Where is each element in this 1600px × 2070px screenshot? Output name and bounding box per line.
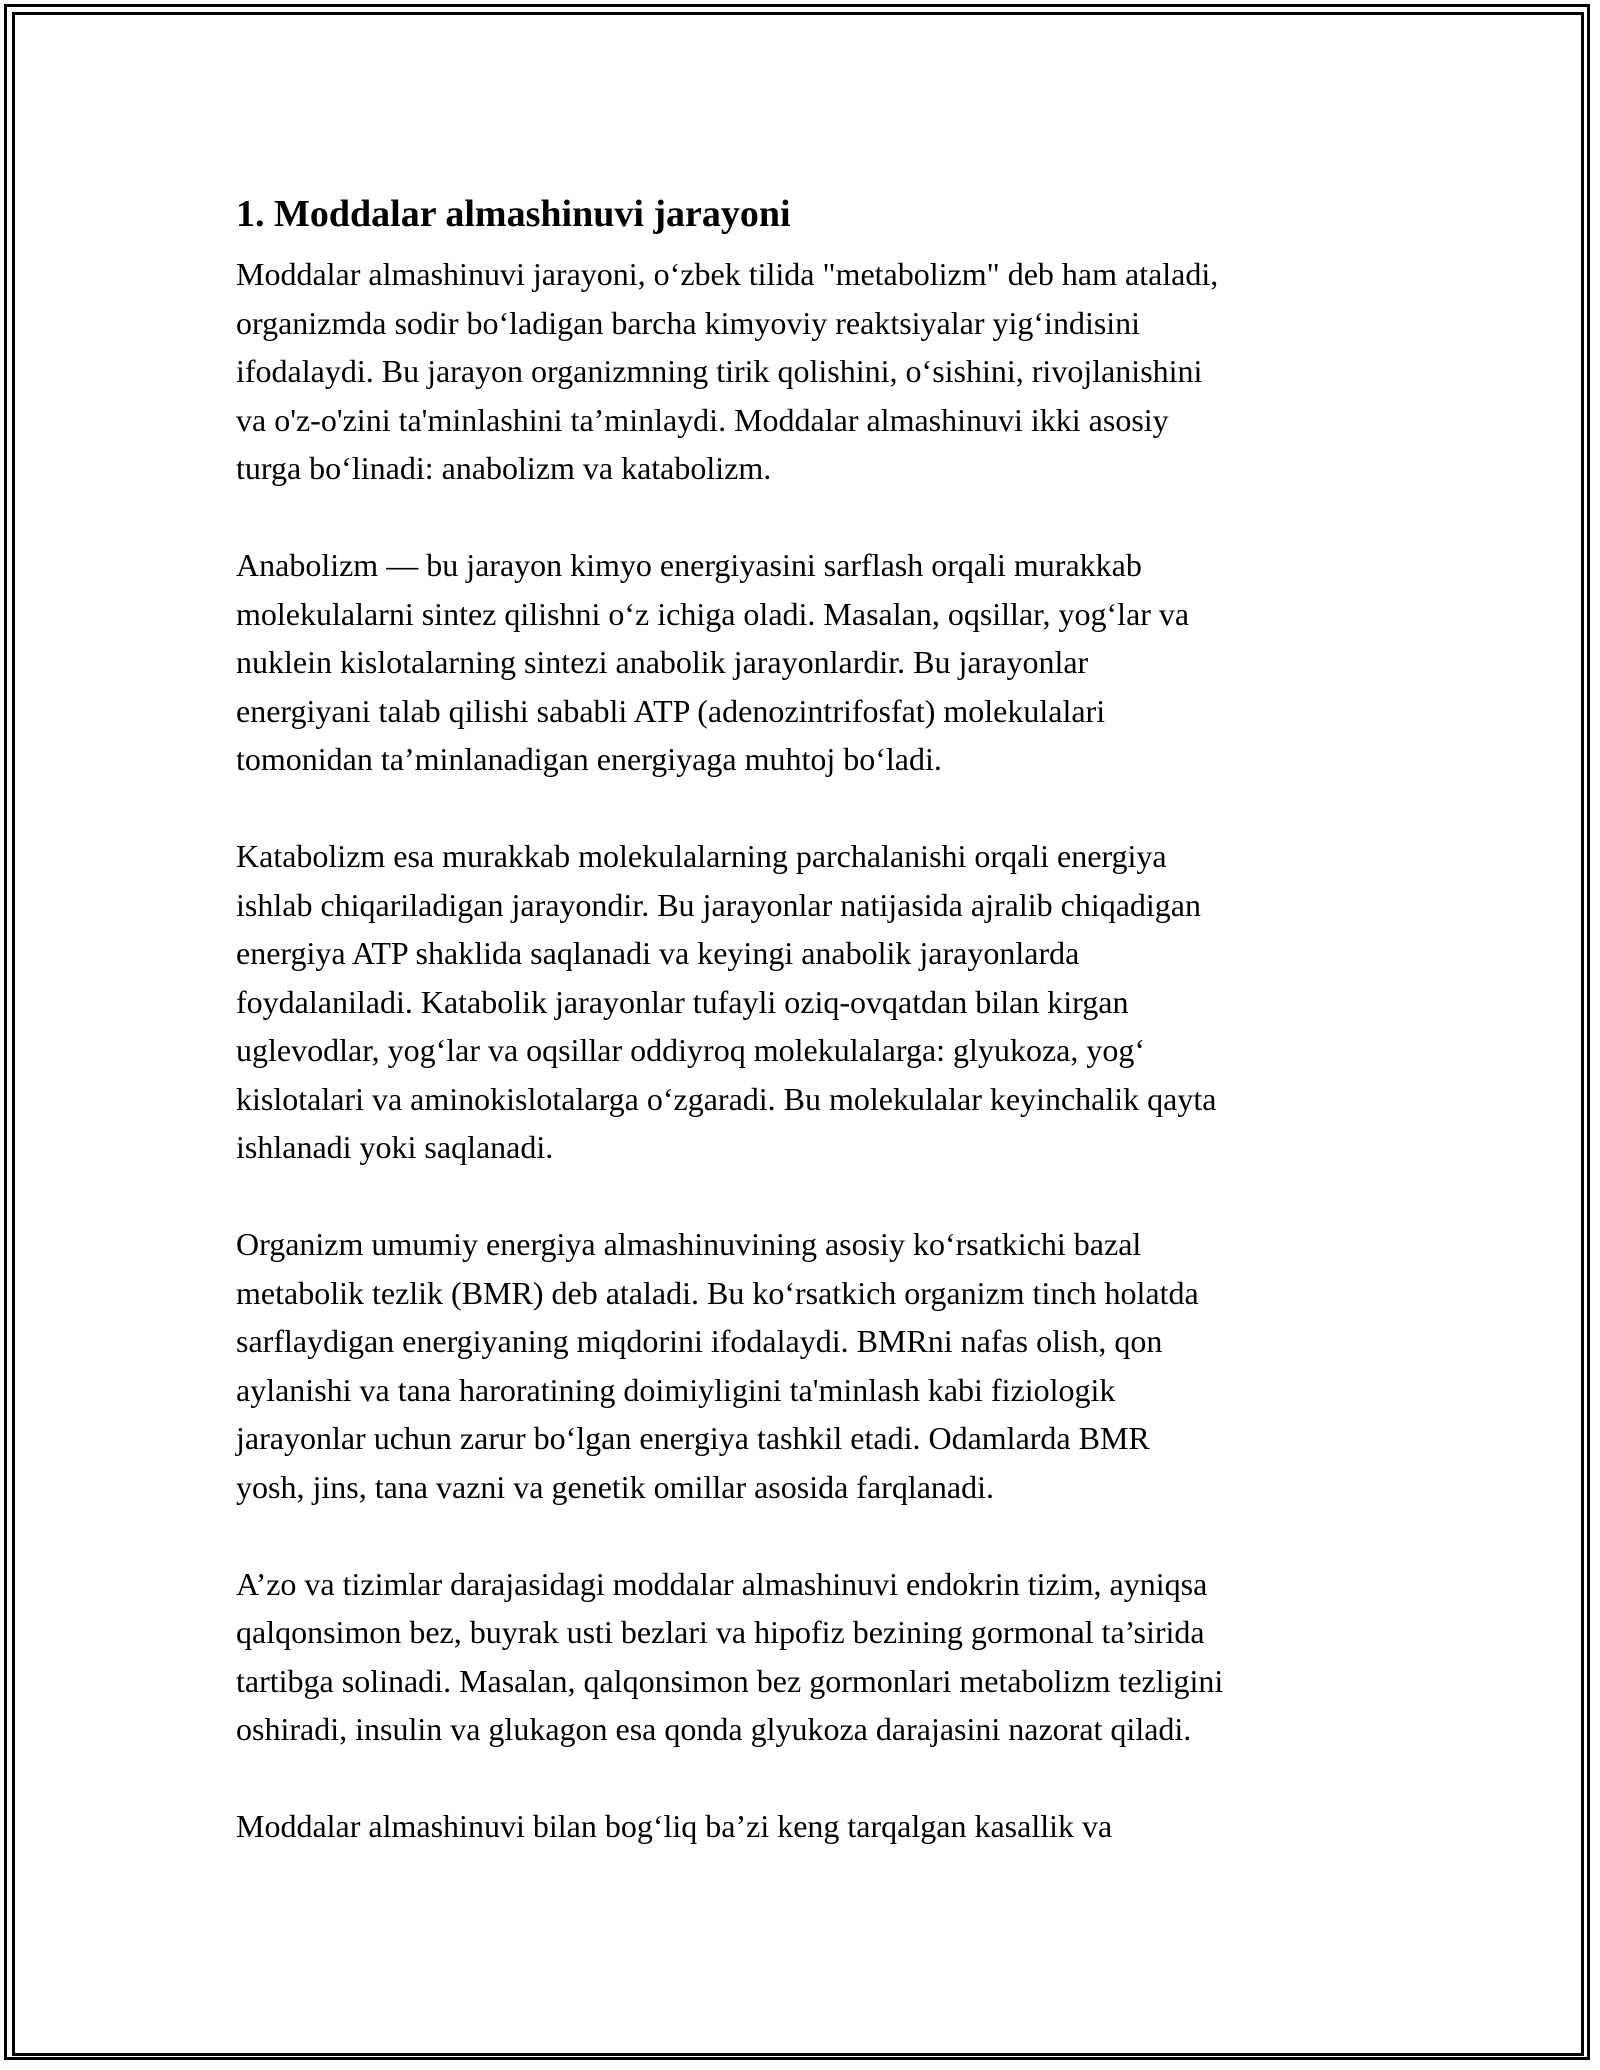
text-line: turga bo‘linadi: anabolizm va katabolizm. [236, 450, 772, 486]
text-line: yosh, jins, tana vazni va genetik omillar asosida farqlanadi. [236, 1468, 994, 1505]
paragraph-catabolism [236, 832, 1376, 1172]
paragraph-anabolism [236, 541, 1376, 784]
text-line: va o'z-o'zini ta'minlashini ta’minlaydi. Moddalar almashinuvi ikki asosiy [236, 401, 1169, 438]
text-line: kislotalari va aminokislotalarga o‘zgaradi. Bu molekulalar keyinchalik qayta [236, 1080, 1217, 1117]
document-body [236, 184, 1376, 1899]
text-line: A’zo va tizimlar darajasidagi moddalar almashinuvi endokrin tizim, ayniqsa [236, 1565, 1208, 1602]
text-line: metabolik tezlik (BMR) deb ataladi. Bu ko‘rsatkich organizm tinch holatda [236, 1274, 1199, 1311]
text-line: molekulalarni sintez qilishni o‘z ichiga oladi. Masalan, oqsillar, yog‘lar va [236, 595, 1190, 632]
text-line: tartibga solinadi. Masalan, qalqonsimon bez gormonlari metabolizm tezligini [236, 1662, 1224, 1699]
text-line: Organizm umumiy energiya almashinuvining asosiy ko‘rsatkichi bazal [236, 1226, 1142, 1262]
text-line: Moddalar almashinuvi jarayoni, o‘zbek tilida "metabolizm" deb ham ataladi, [236, 256, 1219, 292]
paragraph-diseases [236, 1802, 1376, 1851]
section-heading: 1. Moddalar almashinuvi jarayoni [236, 193, 791, 235]
paragraph-bmr [236, 1220, 1376, 1511]
text-line: aylanishi va tana haroratining doimiyligini ta'minlash kabi fiziologik [236, 1371, 1116, 1408]
text-line: uglevodlar, yog‘lar va oqsillar oddiyroq molekulalarga: glyukoza, yog‘ [236, 1032, 1145, 1068]
text-line: tomonidan ta’minlanadigan energiyaga muhtoj bo‘ladi. [236, 741, 942, 777]
text-line: Moddalar almashinuvi bilan bog‘liq ba’zi keng tarqalgan kasallik va [236, 1808, 1113, 1844]
paragraph-endocrine-regulation [236, 1560, 1376, 1754]
text-line: Katabolizm esa murakkab molekulalarning parchalanishi orqali energiya [236, 838, 1167, 874]
paragraph-metabolism-intro [236, 250, 1376, 493]
text-line: foydalaniladi. Katabolik jarayonlar tufayli oziq-ovqatdan bilan kirgan [236, 983, 1129, 1020]
text-line: ishlab chiqariladigan jarayondir. Bu jarayonlar natijasida ajralib chiqadigan [236, 886, 1201, 923]
text-line: ifodalaydi. Bu jarayon organizmning tirik qolishini, o‘sishini, rivojlanishini [236, 353, 1203, 389]
text-line: oshiradi, insulin va glukagon esa qonda glyukoza darajasini nazorat qiladi. [236, 1711, 1192, 1747]
text-line: organizmda sodir bo‘ladigan barcha kimyoviy reaktsiyalar yig‘indisini [236, 304, 1141, 341]
text-line: jarayonlar uchun zarur bo‘lgan energiya tashkil etadi. Odamlarda BMR [236, 1420, 1150, 1456]
text-line: sarflaydigan energiyaning miqdorini ifodalaydi. BMRni nafas olish, qon [236, 1323, 1163, 1359]
text-line: ishlanadi yoki saqlanadi. [236, 1129, 554, 1165]
text-line: nuklein kislotalarning sintezi anabolik jarayonlardir. Bu jarayonlar [236, 644, 1089, 680]
text-line: qalqonsimon bez, buyrak usti bezlari va hipofiz bezining gormonal ta’sirida [236, 1614, 1205, 1650]
text-line: Anabolizm — bu jarayon kimyo energiyasini sarflash orqali murakkab [236, 547, 1142, 583]
text-line: energiya ATP shaklida saqlanadi va keyingi anabolik jarayonlarda [236, 935, 1080, 971]
text-line: energiyani talab qilishi sababli ATP (adenozintrifosfat) molekulalari [236, 692, 1106, 729]
